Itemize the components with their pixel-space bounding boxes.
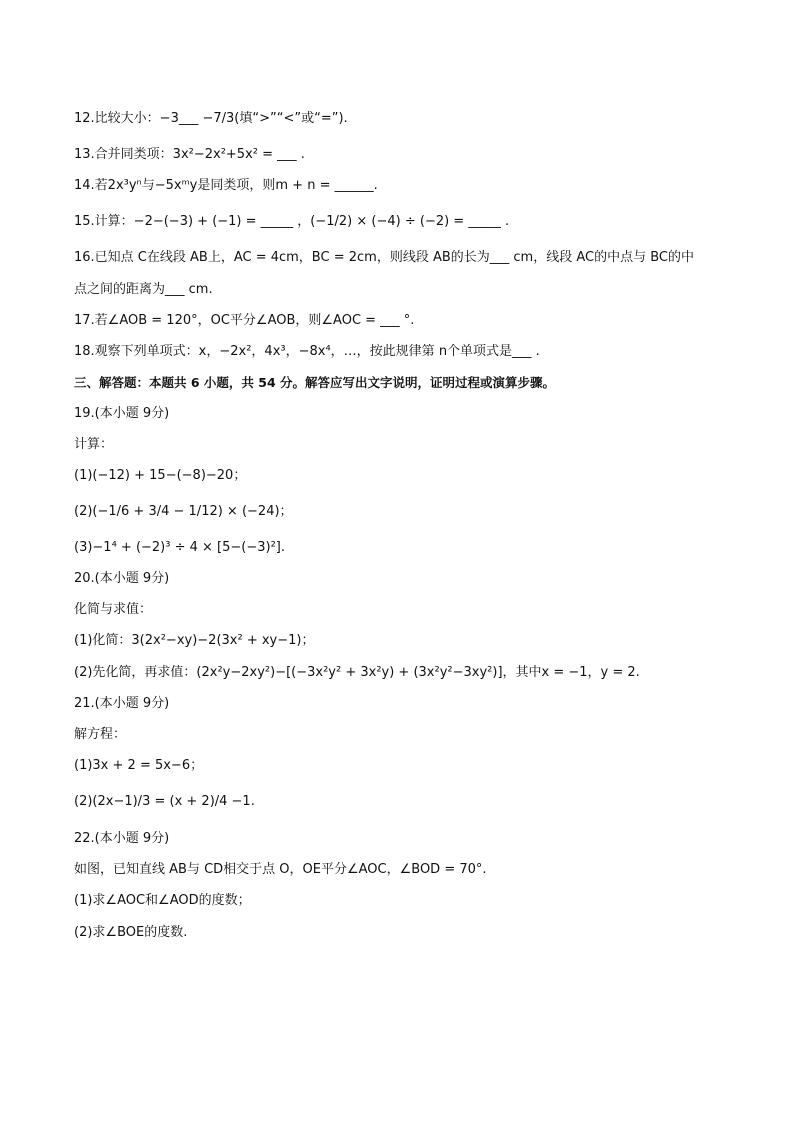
question-18: 18.观察下列单项式：x，−2x²，4x³，−8x⁴，…，按此规律第 n个单项式是___ .: [74, 344, 540, 359]
question-14: 14.若2x³yⁿ与−5xᵐy是同类项，则m + n = ______.: [74, 178, 378, 193]
question-21-part-1: (1)3x + 2 = 5x−6；: [74, 758, 204, 773]
question-21-intro: 解方程：: [74, 727, 127, 742]
question-16-line-1: 16.已知点 C在线段 AB上，AC = 4cm，BC = 2cm，则线段 AB的长为___ cm，线段 AC的中点与 BC的中: [74, 250, 694, 265]
question-19-part-1: (1)(−12) + 15−(−8)−20；: [74, 468, 247, 483]
question-16-line-2: 点之间的距离为___ cm.: [74, 282, 213, 297]
question-20-header: 20.(本小题 9分): [74, 571, 170, 586]
question-20-intro: 化简与求值：: [74, 602, 153, 617]
section-3-heading: 三、解答题：本题共 6 小题，共 54 分。解答应写出文字说明，证明过程或演算步骤。: [74, 375, 556, 390]
question-19-part-2: (2)(−1/6 + 3/4 − 1/12) × (−24)；: [74, 504, 293, 519]
question-22-header: 22.(本小题 9分): [74, 831, 170, 846]
question-19-intro: 计算：: [74, 437, 114, 452]
question-22-intro: 如图，已知直线 AB与 CD相交于点 O，OE平分∠AOC，∠BOD = 70°.: [74, 862, 487, 877]
question-19-part-3: (3)−1⁴ + (−2)³ ÷ 4 × [5−(−3)²].: [74, 540, 286, 555]
question-20-part-1: (1)化简：3(2x²−xy)−2(3x² + xy−1)；: [74, 633, 315, 648]
question-21-header: 21.(本小题 9分): [74, 696, 170, 711]
question-20-part-2: (2)先化简，再求值：(2x²y−2xy²)−[(−3x²y² + 3x²y) + (3x²y²−3xy²)]，其中x = −1，y = 2.: [74, 665, 640, 680]
question-22-part-1: (1)求∠AOC和∠AOD的度数；: [74, 893, 251, 908]
question-13: 13.合并同类项：3x²−2x²+5x² = ___ .: [74, 147, 305, 162]
question-19-header: 19.(本小题 9分): [74, 406, 170, 421]
question-17: 17.若∠AOB = 120°，OC平分∠AOB，则∠AOC = ___ °.: [74, 313, 415, 328]
question-15: 15.计算：−2−(−3) + (−1) = _____ ，(−1/2) × (−4) ÷ (−2) = _____ .: [74, 214, 510, 229]
question-21-part-2: (2)(2x−1)/3 = (x + 2)/4 −1.: [74, 794, 255, 809]
question-12: 12.比较大小：−3___ −7/3(填“>”“<”或“=”).: [74, 111, 348, 126]
question-22-part-2: (2)求∠BOE的度数.: [74, 925, 188, 940]
